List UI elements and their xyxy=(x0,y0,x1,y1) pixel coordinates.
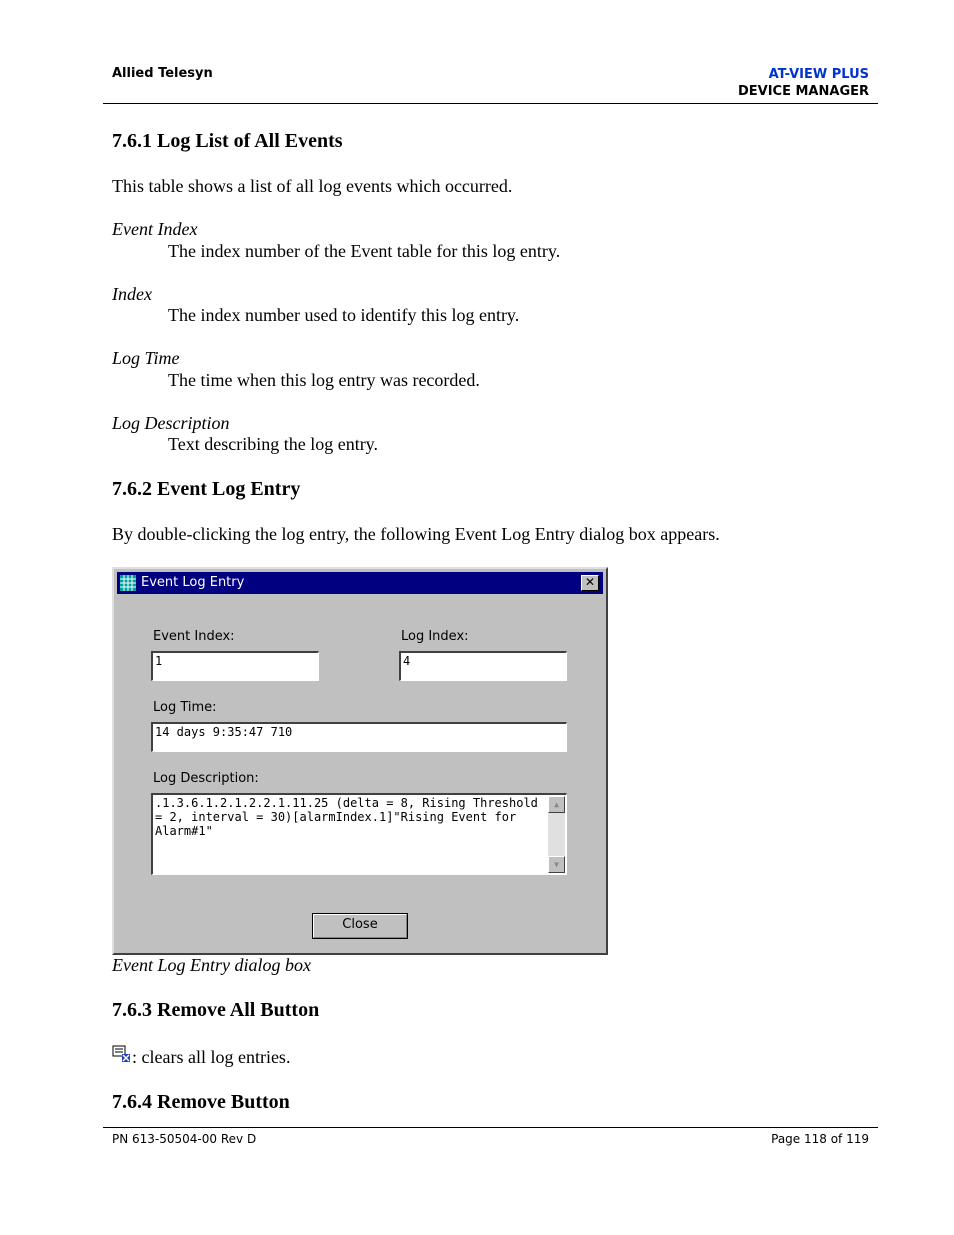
term-log-description: Log Description xyxy=(112,413,230,433)
page-number: Page 118 of 119 xyxy=(771,1132,869,1146)
remove-all-description: : clears all log entries. xyxy=(132,1047,291,1067)
company-name: Allied Telesyn xyxy=(112,66,213,81)
term-log-time: Log Time xyxy=(112,348,180,368)
log-index-label: Log Index: xyxy=(401,629,469,644)
scrollbar[interactable] xyxy=(548,796,565,873)
product-line-1: AT-VIEW PLUS xyxy=(768,67,869,82)
product-line-2: DEVICE MANAGER xyxy=(737,84,869,99)
part-number: PN 613-50504-00 Rev D xyxy=(112,1132,257,1146)
scroll-up-icon[interactable]: ▲ xyxy=(548,796,565,813)
product-title xyxy=(738,66,869,100)
close-icon[interactable]: ✕ xyxy=(581,575,599,591)
log-description-textarea[interactable] xyxy=(151,793,567,875)
log-description-text: .1.3.6.1.2.1.2.2.1.11.25 (delta = 8, Rising Threshold = 2, interval = 30)[alarmIndex.1]"Rising Event for Alarm#1" xyxy=(155,796,546,838)
event-index-field[interactable]: 1 xyxy=(151,651,319,681)
log-time-field[interactable]: 14 days 9:35:47 710 xyxy=(151,722,567,752)
log-index-field[interactable]: 4 xyxy=(399,651,567,681)
scroll-down-icon[interactable]: ▼ xyxy=(548,856,565,873)
section-intro-log-list: This table shows a list of all log events which occurred. xyxy=(112,176,513,196)
event-index-label: Event Index: xyxy=(153,629,235,644)
term-index: Index xyxy=(112,284,152,304)
term-event-index: Event Index xyxy=(112,219,198,239)
def-log-time: The time when this log entry was recorded. xyxy=(168,370,480,390)
def-event-index: The index number of the Event table for this log entry. xyxy=(168,241,561,261)
section-title-event-log-entry: 7.6.2 Event Log Entry xyxy=(112,478,301,500)
event-log-entry-dialog xyxy=(112,567,608,955)
def-index: The index number used to identify this log entry. xyxy=(168,305,520,325)
section-title-log-list: 7.6.1 Log List of All Events xyxy=(112,130,343,152)
close-button[interactable] xyxy=(312,913,408,939)
section-title-remove-all: 7.6.3 Remove All Button xyxy=(112,999,320,1021)
header-divider xyxy=(103,103,878,104)
figure-caption: Event Log Entry dialog box xyxy=(112,955,311,975)
remove-all-icon xyxy=(112,1045,132,1063)
footer-divider xyxy=(103,1127,878,1128)
log-description-label: Log Description: xyxy=(153,771,259,786)
log-time-label: Log Time: xyxy=(153,700,217,715)
section-title-remove: 7.6.4 Remove Button xyxy=(112,1091,290,1113)
def-log-description: Text describing the log entry. xyxy=(168,434,379,454)
grid-icon xyxy=(120,575,136,591)
section-intro-event-log-entry: By double-clicking the log entry, the following Event Log Entry dialog box appears. xyxy=(112,524,720,544)
close-button-label: Close xyxy=(342,917,378,932)
dialog-title-bar xyxy=(117,572,603,594)
dialog-title: Event Log Entry xyxy=(141,575,245,590)
